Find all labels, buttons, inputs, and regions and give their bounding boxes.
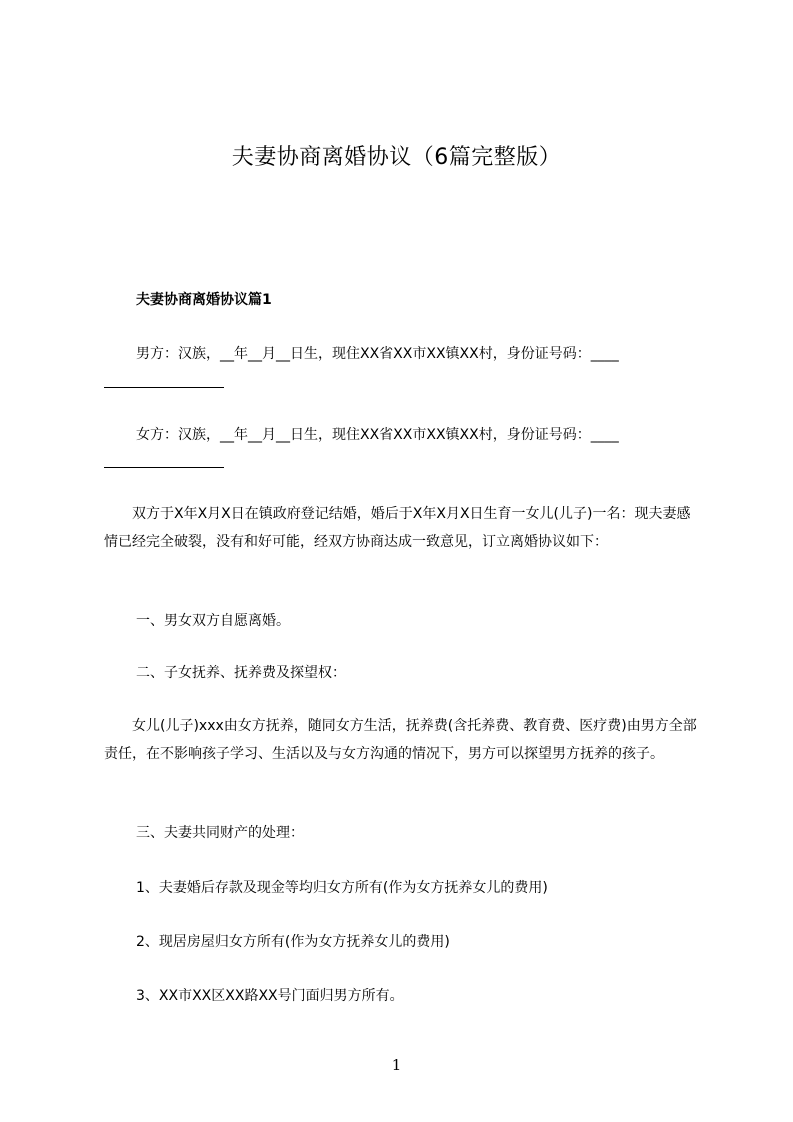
custody-paragraph: 女儿(儿子)xxx由女方抚养，随同女方生活，抚养费(含托养费、教育费、医疗费)由男方全部责任，在不影响孩子学习、生活以及与女方沟通的情况下，男方可以探望男方抚养的孩子。	[104, 718, 697, 762]
female-id-underline	[104, 467, 224, 468]
section-heading: 夫妻协商离婚协议篇1	[136, 292, 272, 308]
male-id-underline	[104, 387, 224, 388]
male-party-line: 男方：汉族，__年__月__日生，现住XX省XX市XX镇XX村，身份证号码：____	[136, 346, 619, 362]
female-party-line: 女方：汉族，__年__月__日生，现住XX省XX市XX镇XX村，身份证号码：____	[136, 427, 619, 443]
marriage-paragraph: 双方于X年X月X日在镇政府登记结婚，婚后于X年X月X日生育一女儿(儿子)一名：现夫妻感情已经完全破裂，没有和好可能，经双方协商达成一致意见，订立离婚协议如下：	[104, 506, 691, 550]
section-three: 三、夫妻共同财产的处理：	[136, 825, 304, 841]
property-item-3: 3、XX市XX区XX路XX号门面归男方所有。	[136, 988, 404, 1004]
property-item-1: 1、夫妻婚后存款及现金等均归女方所有(作为女方抚养女儿的费用)	[136, 880, 548, 896]
page-number: 1	[391, 1056, 402, 1074]
section-two: 二、子女抚养、抚养费及探望权：	[136, 665, 346, 681]
section-one: 一、男女双方自愿离婚。	[136, 613, 290, 629]
property-item-2: 2、现居房屋归女方所有(作为女方抚养女儿的费用)	[136, 934, 450, 950]
document-title: 夫妻协商离婚协议（6篇完整版）	[231, 145, 562, 170]
